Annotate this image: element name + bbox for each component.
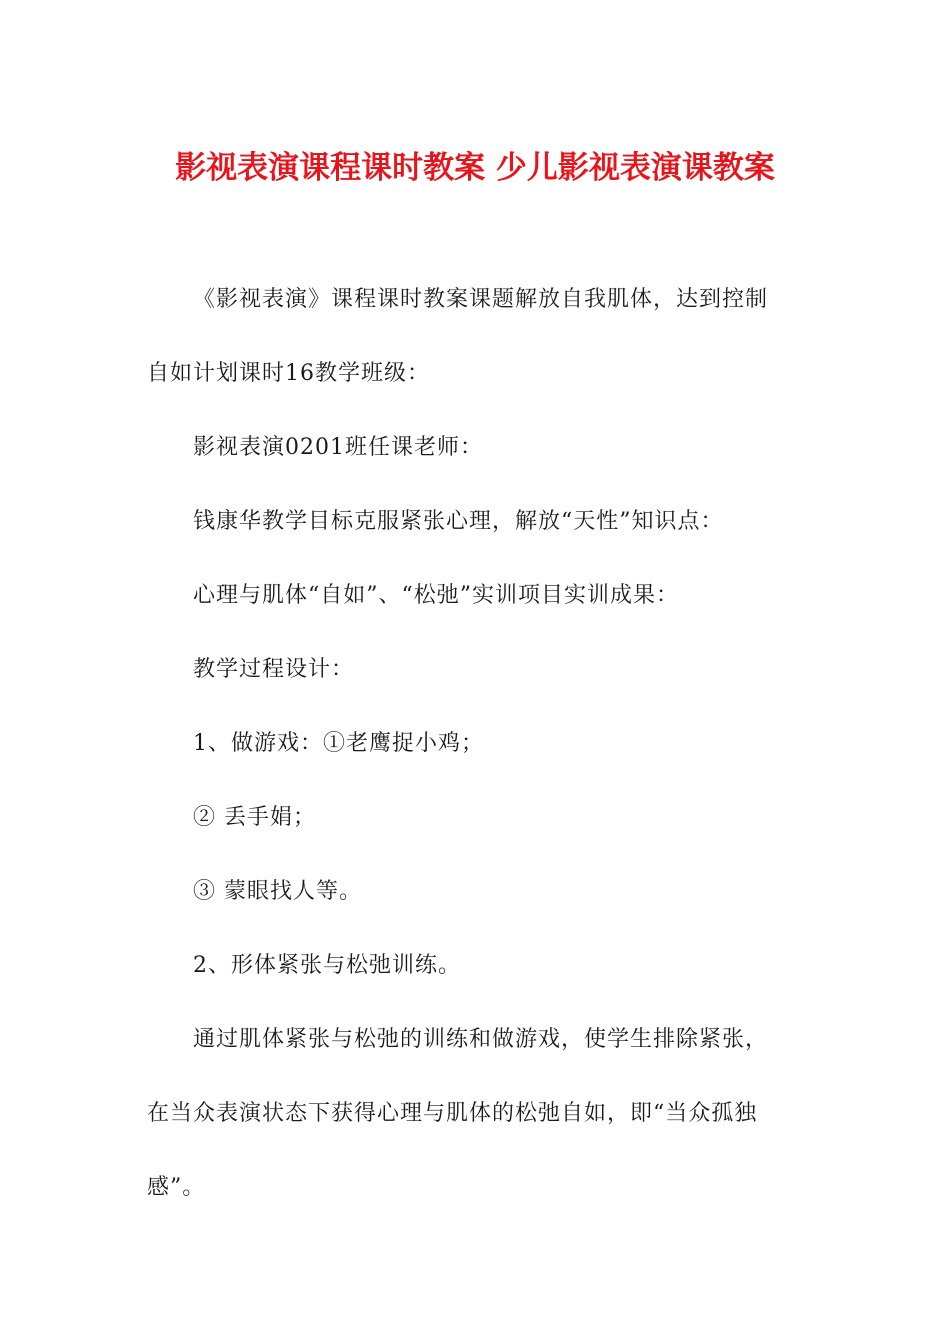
paragraph-course-topic	[147, 281, 803, 392]
list-item-games: 1、做游戏：①老鹰捉小鸡；	[193, 731, 484, 756]
paragraph-summary	[147, 1021, 803, 1206]
paragraph-line: 通过肌体紧张与松弛的训练和做游戏，使学生排除紧张，	[193, 1027, 769, 1052]
paragraph-line: 《影视表演》课程课时教案课题解放自我肌体，达到控制	[193, 287, 769, 312]
paragraph-process-design: 教学过程设计：	[193, 657, 355, 682]
list-item-handkerchief: ② 丢手娟；	[193, 805, 316, 830]
list-item-blindfold: ③ 蒙眼找人等。	[193, 879, 362, 904]
list-item-body-training: 2、形体紧张与松弛训练。	[193, 953, 461, 978]
paragraph-knowledge-point: 心理与肌体“自如”、“松弛”实训项目实训成果：	[193, 583, 679, 608]
paragraph-line: 自如计划课时16教学班级：	[147, 361, 430, 386]
paragraph-teaching-goal: 钱康华教学目标克服紧张心理，解放“天性”知识点：	[193, 509, 724, 534]
paragraph-line: 在当众表演状态下获得心理与肌体的松弛自如，即“当众孤独	[147, 1101, 758, 1126]
document-title: 影视表演课程课时教案 少儿影视表演课教案	[175, 150, 775, 186]
paragraph-class-teacher: 影视表演0201班任课老师：	[193, 435, 483, 460]
document-body	[147, 281, 803, 1243]
paragraph-line: 感”。	[147, 1175, 206, 1200]
